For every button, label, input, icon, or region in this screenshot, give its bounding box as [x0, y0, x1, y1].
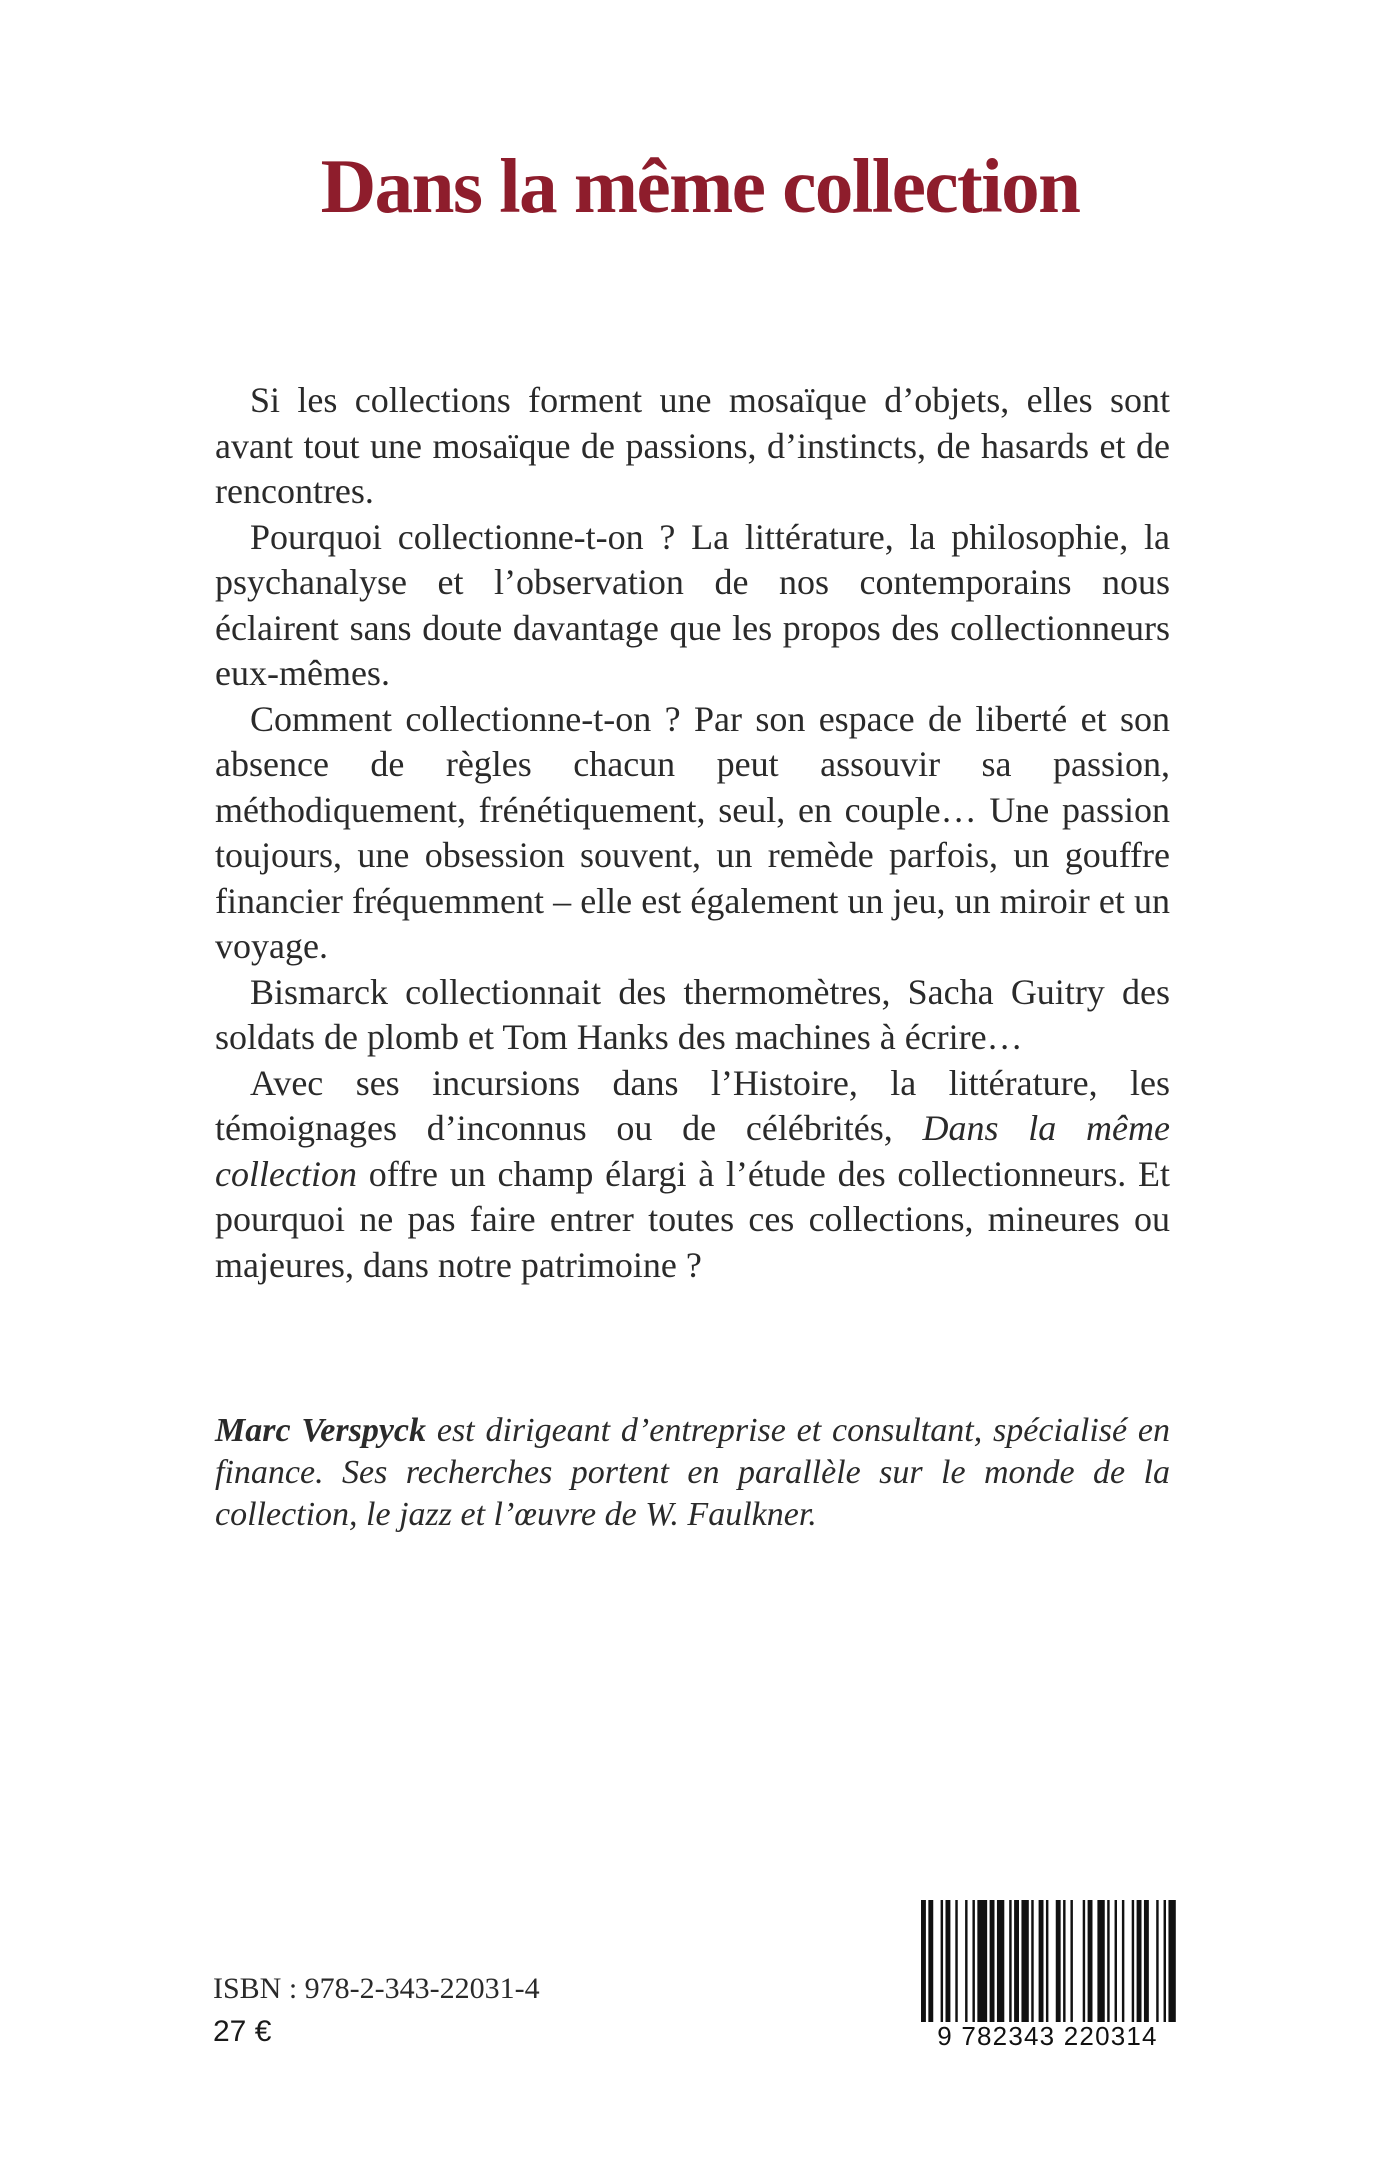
barcode-bar [965, 1900, 967, 2022]
barcode-bar [1031, 1900, 1033, 2022]
barcode-bar [1107, 1900, 1109, 2022]
barcode-bar [997, 1900, 1004, 2022]
barcode-bar [1083, 1900, 1085, 2022]
blurb-p5-end: offre un champ élargi à l’étude des collectionneurs. Et pourquoi ne pas faire entrer toutes ces collections, mineures ou majeures, dans notre patrimoine ? [215, 1153, 1170, 1285]
author-bio [215, 1410, 1170, 1536]
barcode-bar [1063, 1900, 1065, 2022]
blurb-paragraph-2: Pourquoi collectionne-t-on ? La littérature, la philosophie, la psychanalyse et l’observation de nos contemporains nous éclairent sans doute davantage que les propos des collectionneurs eux-mêmes. [215, 516, 1170, 693]
barcode-bar [977, 1900, 987, 2022]
barcode-bar [1009, 1900, 1011, 2022]
barcode-bar [1039, 1900, 1044, 2022]
barcode-bar [1046, 1900, 1048, 2022]
barcode-bar [1097, 1900, 1104, 2022]
barcode-digits: 9 782343 220314 [915, 2022, 1180, 2050]
author-name: Marc Verspyck [215, 1412, 427, 1449]
barcode-bar [1115, 1900, 1117, 2022]
barcode-bar [1070, 1900, 1072, 2022]
blurb [215, 378, 1170, 1288]
blurb-paragraph-5 [215, 1061, 1170, 1289]
author-bio-text: est dirigeant d’entreprise et consultant, spécialisé en finance. Ses recherches portent en parallèle sur le monde de la collection, le jazz et l’œuvre de W. Faulkner. [215, 1412, 1170, 1533]
barcode-bar [1021, 1900, 1028, 2022]
barcode-bar [928, 1900, 933, 2032]
barcode-bar [1156, 1900, 1158, 2022]
barcode-bar [1122, 1900, 1124, 2022]
barcode-bar [921, 1900, 926, 2032]
barcode-bar [1088, 1900, 1093, 2022]
barcode-bar [1137, 1900, 1142, 2022]
book-title: Dans la même collection [320, 143, 1080, 229]
barcode-bar [1132, 1900, 1134, 2022]
blurb-p5-title: Dans la même collection [215, 1108, 1170, 1194]
barcode-bar [955, 1900, 957, 2022]
barcode-bar [941, 1900, 943, 2022]
blurb-paragraph-3: Comment collectionne-t-on ? Par son espace de liberté et son absence de règles chacun peut assouvir sa passion, méthodiquement, frénétiquement, seul, en couple… Une passion toujours, une obsession souvent, un remède parfois, un gouffre financier fréquemment – elle est également un jeu, un miroir et un voyage. [215, 698, 1170, 966]
price: 27 € [213, 2015, 272, 2048]
barcode-bar [990, 1900, 995, 2022]
blurb-paragraph-1: Si les collections forment une mosaïque d’objets, elles sont avant tout une mosaïque de passions, d’instincts, de hasards et de rencontres. [215, 380, 1170, 511]
barcode-bar [972, 1900, 974, 2022]
barcode [915, 1900, 1180, 2050]
blurb-paragraph-4: Bismarck collectionnait des thermomètres, Sacha Guitry des soldats de plomb et Tom Hanks des machines à écrire… [215, 971, 1170, 1057]
barcode-bar [1168, 1900, 1175, 2022]
barcode-bar [1014, 1900, 1019, 2022]
barcode-bar [1164, 1900, 1166, 2022]
blurb-p5-start: Avec ses incursions dans l’Histoire, la littérature, les témoignages d’inconnus ou de célébrités, [215, 1062, 1170, 1148]
barcode-bar [1144, 1900, 1149, 2022]
isbn: ISBN : 978-2-343-22031-4 [213, 1972, 540, 2005]
barcode-bar [946, 1900, 951, 2022]
barcode-bar [1056, 1900, 1061, 2032]
